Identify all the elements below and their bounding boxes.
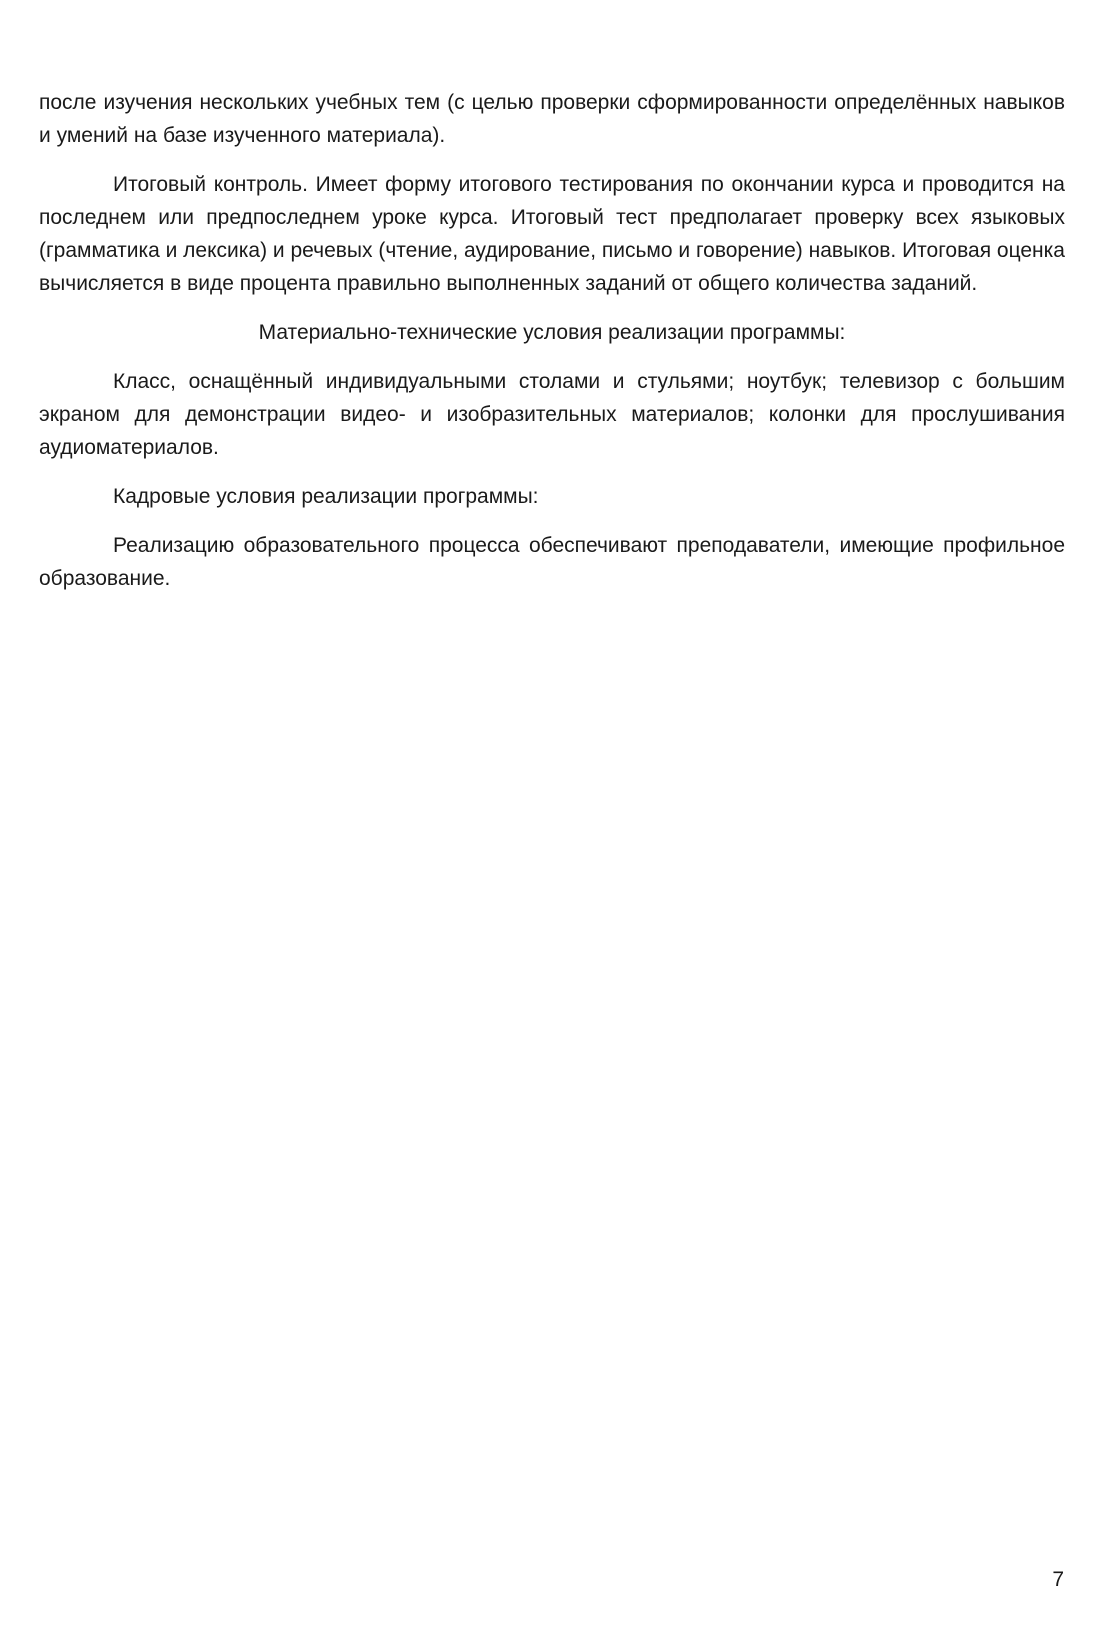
page-number: 7 bbox=[1052, 1568, 1064, 1591]
paragraph-final-control: Итоговый контроль. Имеет форму итогового тестирования по окончании курса и проводится на последнем или предпоследнем уроке курса. Итоговый тест предполагает проверку всех языковых (грамматика и лексика) и речевых (чтение, аудирование, письмо и говорение) навыков. Итоговая оценка вычисляется в виде процента правильно выполненных заданий от общего количества заданий. bbox=[39, 173, 1065, 295]
heading-material-technical-conditions: Материально-технические условия реализации программы: bbox=[258, 321, 846, 344]
document-body bbox=[39, 86, 1065, 611]
paragraph-continuation: после изучения нескольких учебных тем (с целью проверки сформированности определённых навыков и умений на базе изученного материала). bbox=[39, 91, 1065, 147]
heading-staffing-conditions: Кадровые условия реализации программы: bbox=[113, 485, 539, 508]
paragraph-classroom-equipment: Класс, оснащённый индивидуальными столами и стульями; ноутбук; телевизор с большим экраном для демонстрации видео- и изобразительных материалов; колонки для прослушивания аудиоматериалов. bbox=[39, 370, 1065, 459]
paragraph-staffing: Реализацию образовательного процесса обеспечивают преподаватели, имеющие профильное образование. bbox=[39, 534, 1065, 590]
